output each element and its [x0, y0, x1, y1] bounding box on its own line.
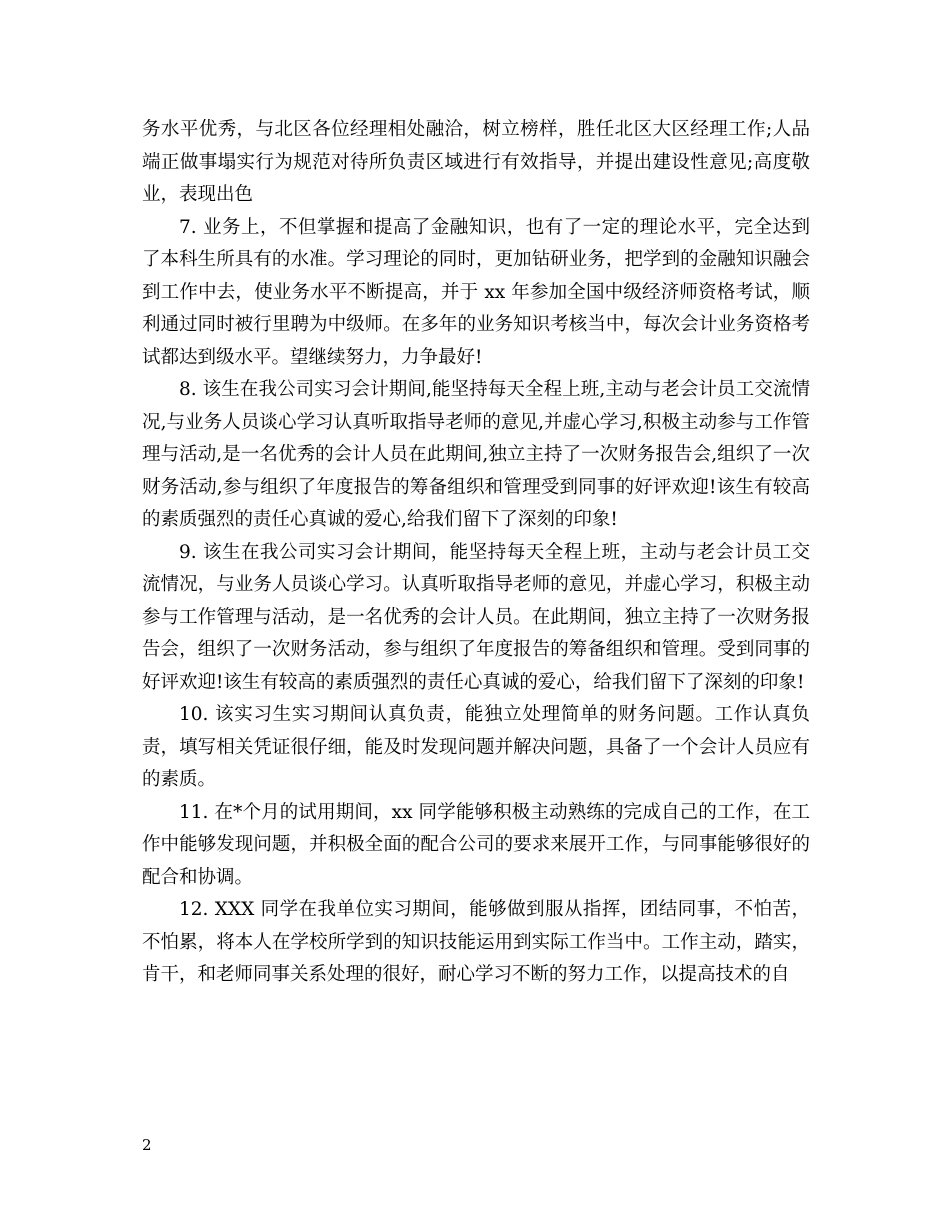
paragraph-item-7: 7. 业务上，不但掌握和提高了金融知识，也有了一定的理论水平，完全达到了本科生所具有的水准。学习理论的同时，更加钻研业务，把学到的金融知识融会到工作中去，使业务水平不断提高，并于 xx 年参加全国中级经济师资格考试，顺利通过同时被行里聘为中级师。在多年的业务知识考核当中，每次会计业务资格考试都达到级水平。望继续努力，力争最好!	[142, 216, 810, 368]
paragraph-item-8: 8. 该生在我公司实习会计期间,能坚持每天全程上班,主动与老会计员工交流情况,与业务人员谈心学习认真听取指导老师的意见,并虚心学习,积极主动参与工作管理与活动,是一名优秀的会计人员在此期间,独立主持了一次财务报告会,组织了一次财务活动,参与组织了年度报告的筹备组织和管理受到同事的好评欢迎!该生有较高的素质强烈的责任心真诚的爱心,给我们留下了深刻的印象!	[142, 379, 810, 530]
paragraph-item-10: 10. 该实习生实习期间认真负责，能独立处理简单的财务问题。工作认真负责，填写相关凭证很仔细，能及时发现问题并解决问题，具备了一个会计人员应有的素质。	[142, 704, 810, 790]
document-body	[142, 114, 810, 992]
page-number: 2	[142, 1136, 152, 1154]
paragraph-item-9: 9. 该生在我公司实习会计期间，能坚持每天全程上班，主动与老会计员工交流情况，与业务人员谈心学习。认真听取指导老师的意见，并虚心学习，积极主动参与工作管理与活动，是一名优秀的会计人员。在此期间，独立主持了一次财务报告会，组织了一次财务活动，参与组织了年度报告的筹备组织和管理。受到同事的好评欢迎!该生有较高的素质强烈的责任心真诚的爱心，给我们留下了深刻的印象!	[142, 541, 810, 693]
paragraph-item-12: 12. XXX 同学在我单位实习期间，能够做到服从指挥，团结同事，不怕苦，不怕累，将本人在学校所学到的知识技能运用到实际工作当中。工作主动，踏实，肯干，和老师同事关系处理的很好，耐心学习不断的努力工作，以提高技术的自	[142, 899, 810, 985]
paragraph-continuation: 务水平优秀，与北区各位经理相处融洽，树立榜样，胜任北区大区经理工作;人品端正做事塌实行为规范对待所负责区域进行有效指导，并提出建设性意见;高度敬业，表现出色	[142, 119, 810, 205]
paragraph-item-11: 11. 在*个月的试用期间，xx 同学能够积极主动熟练的完成自己的工作，在工作中能够发现问题，并积极全面的配合公司的要求来展开工作，与同事能够很好的配合和协调。	[142, 801, 810, 888]
